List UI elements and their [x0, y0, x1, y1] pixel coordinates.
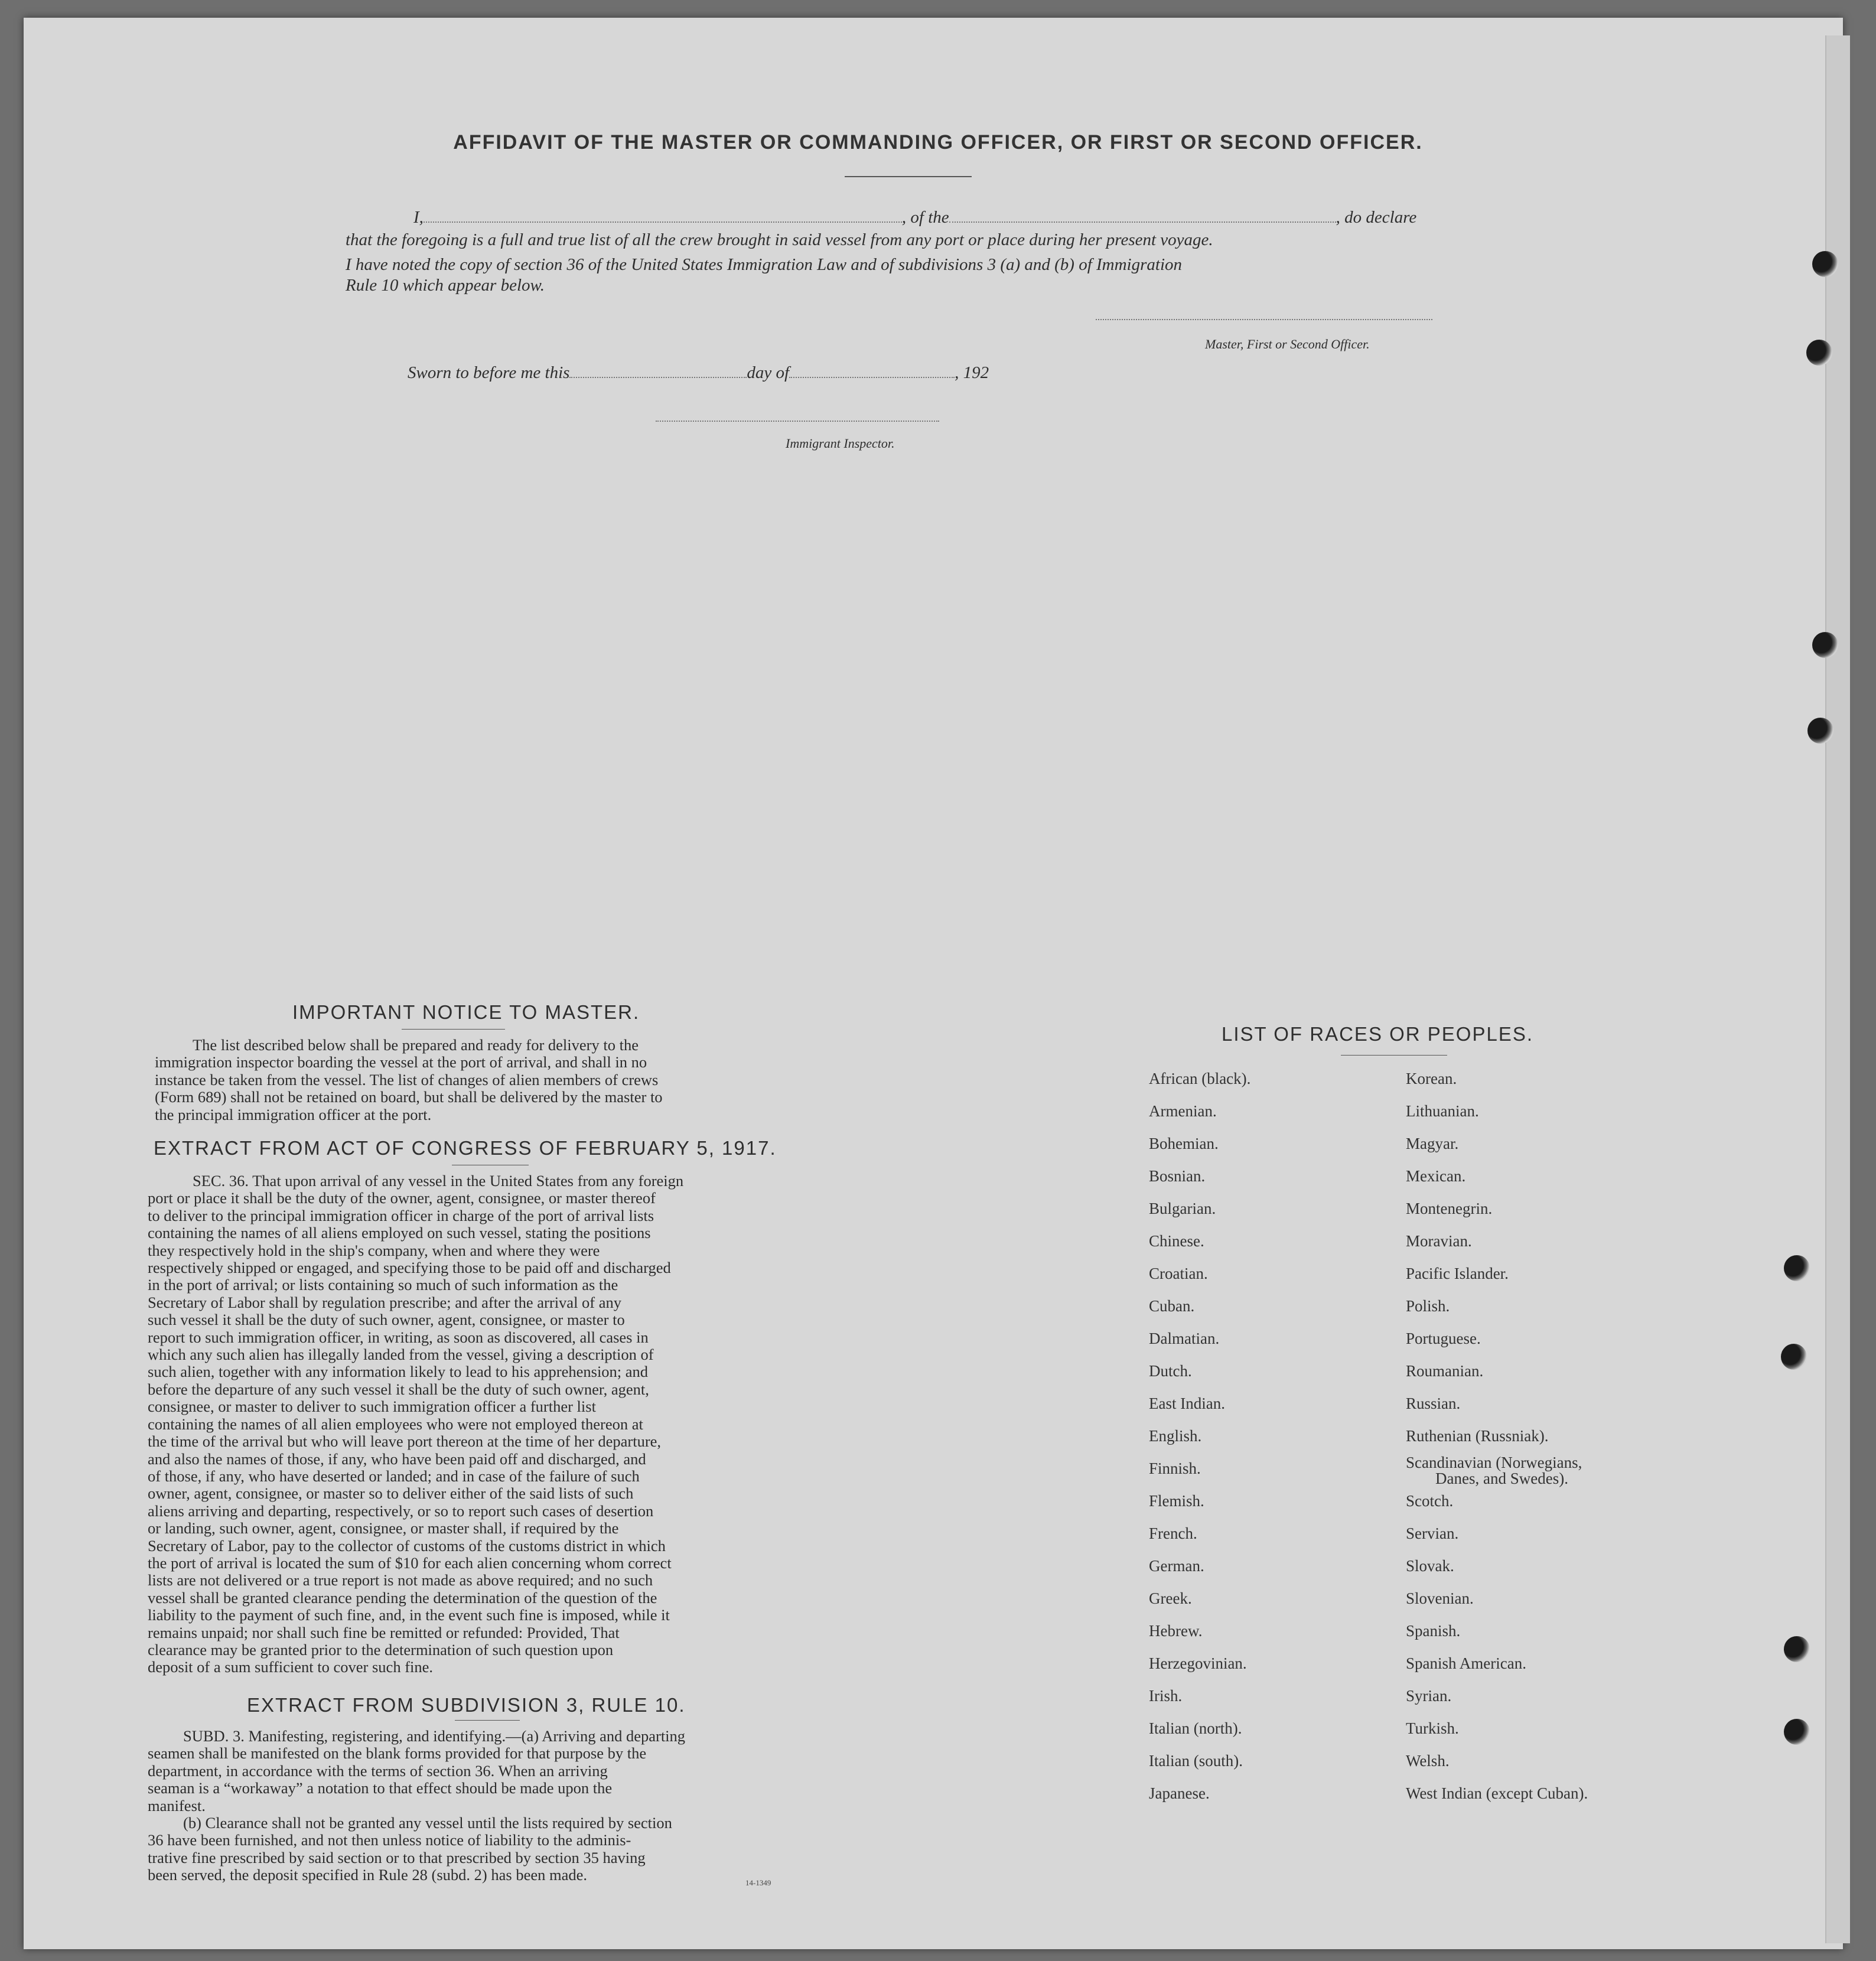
race-item: Pacific Islander. [1406, 1265, 1509, 1282]
inspector-signature-label: Immigrant Inspector. [786, 436, 895, 451]
race-item: German. [1149, 1557, 1204, 1575]
rule-line: been served, the deposit specified in Rule 28 (subd. 2) has been made. [148, 1866, 587, 1884]
race-item: Bulgarian. [1149, 1200, 1216, 1217]
title-rule [845, 176, 972, 177]
race-item: Japanese. [1149, 1784, 1210, 1802]
notice-line: the principal immigration officer at the port. [155, 1105, 432, 1123]
act-line: which any such alien has illegally landed from the vessel, giving a description of [148, 1346, 654, 1364]
races-title-rule [1341, 1055, 1447, 1056]
rule-line: (b) Clearance shall not be granted any vessel until the lists required by section [183, 1814, 672, 1832]
race-item: Bosnian. [1149, 1167, 1206, 1185]
sworn-mid: day of [747, 363, 790, 382]
race-item: Italian (north). [1149, 1719, 1242, 1737]
act-line: of those, if any, who have deserted or landed; and in case of the failure of such [148, 1467, 640, 1485]
race-item: Herzegovinian. [1149, 1654, 1247, 1672]
act-line: such vessel it shall be the duty of such owner, agent, consignee, or master to [148, 1311, 625, 1329]
sheet-edge [1825, 35, 1850, 1943]
binder-hole [1784, 1636, 1810, 1662]
race-item: Dalmatian. [1149, 1330, 1220, 1347]
race-item: Flemish. [1149, 1492, 1204, 1510]
race-item: Slovak. [1406, 1557, 1454, 1575]
master-signature-label: Master, First or Second Officer. [1205, 337, 1370, 351]
act-line: aliens arriving and departing, respectively, or so to report such cases of desertion [148, 1501, 654, 1520]
binder-hole [1784, 1719, 1810, 1745]
declaration-mid: , of the [901, 208, 949, 227]
rule-extract-body [148, 1728, 830, 1884]
race-item: Bohemian. [1149, 1135, 1219, 1152]
race-item: Moravian. [1406, 1232, 1472, 1250]
rule-line: department, in accordance with the terms of section 36. When an arriving [148, 1761, 608, 1780]
declaration-line-3: I have noted the copy of section 36 of the United States Immigration Law and of subdivisions 3 (a) and (b) of Immigration [346, 255, 1183, 274]
race-item: Finnish. [1149, 1460, 1201, 1477]
binder-hole [1812, 251, 1838, 277]
name-blank [424, 221, 902, 223]
act-line: containing the names of all aliens employed on such vessel, stating the positions [148, 1224, 651, 1242]
binder-hole [1784, 1255, 1810, 1281]
race-item: Spanish American. [1406, 1654, 1526, 1672]
notice-title: IMPORTANT NOTICE TO MASTER. [292, 1001, 640, 1023]
act-line: remains unpaid; nor shall such fine be remitted or refunded: Provided, That [148, 1623, 620, 1641]
notice-line: instance be taken from the vessel. The list of changes of alien members of crews [155, 1070, 659, 1089]
act-extract-title: EXTRACT FROM ACT OF CONGRESS OF FEBRUARY 5, 1917. [154, 1137, 777, 1159]
rule-extract-title: EXTRACT FROM SUBDIVISION 3, RULE 10. [247, 1694, 686, 1716]
act-line: before the departure of any such vessel it shall be the duty of such owner, agent, [148, 1380, 649, 1398]
act-line: the time of the arrival but who will leave port thereon at the time of her departure, [148, 1432, 662, 1451]
act-line: SEC. 36. That upon arrival of any vessel in the United States from any foreign [193, 1172, 684, 1190]
binder-hole [1806, 340, 1832, 366]
race-item: Welsh. [1406, 1752, 1450, 1770]
race-item: Polish. [1406, 1297, 1450, 1315]
race-item: Servian. [1406, 1525, 1459, 1542]
act-line: in the port of arrival; or lists containing so much of such information as the [148, 1276, 618, 1294]
act-line: Secretary of Labor, pay to the collector of customs of the customs district in which [148, 1536, 666, 1555]
race-item: Syrian. [1406, 1687, 1452, 1705]
notice-line: The list described below shall be prepared and ready for delivery to the [193, 1036, 639, 1054]
declaration-line-2: that the foregoing is a full and true list of all the crew brought in said vessel from any port or place during her present voyage. [346, 230, 1213, 249]
binder-hole [1812, 632, 1838, 658]
race-item: Russian. [1406, 1395, 1461, 1412]
act-line: lists are not delivered or a true report is not made as above required; and no such [148, 1571, 653, 1589]
race-item: Scotch. [1406, 1492, 1454, 1510]
race-item: Croatian. [1149, 1265, 1208, 1282]
act-line: Secretary of Labor shall by regulation prescribe; and after the arrival of any [148, 1293, 622, 1311]
inspector-signature-line [656, 421, 939, 422]
rule-line: trative fine prescribed by said section or to that prescribed by section 35 having [148, 1848, 646, 1866]
master-signature-line [1096, 319, 1432, 320]
act-line: deposit of a sum sufficient to cover such fine. [148, 1658, 434, 1676]
race-item: Ruthenian (Russniak). [1406, 1427, 1549, 1445]
race-item: Turkish. [1406, 1719, 1459, 1737]
act-line: or landing, such owner, agent, consignee, or master shall, if required by the [148, 1519, 619, 1537]
declaration-line-4: Rule 10 which appear below. [346, 276, 545, 295]
act-line: liability to the payment of such fine, and, in the event such fine is imposed, while it [148, 1606, 670, 1624]
form-number: 14-1349 [745, 1878, 771, 1887]
race-item: Portuguese. [1406, 1330, 1481, 1347]
declaration-start: I, [413, 208, 424, 227]
act-line: clearance may be granted prior to the determination of such question upon [148, 1640, 614, 1659]
act-line: port or place it shall be the duty of the owner, agent, consignee, or master thereof [148, 1189, 656, 1207]
affidavit-title: AFFIDAVIT OF THE MASTER OR COMMANDING OFFICER, OR FIRST OR SECOND OFFICER. [453, 131, 1423, 154]
act-line: and also the names of those, if any, who have been paid off and discharged, and [148, 1449, 646, 1468]
race-item: West Indian (except Cuban). [1406, 1784, 1588, 1802]
race-item: Montenegrin. [1406, 1200, 1493, 1217]
notice-line: (Form 689) shall not be retained on board, but shall be delivered by the master to [155, 1088, 663, 1106]
vessel-blank [949, 221, 1336, 223]
race-item: Irish. [1149, 1687, 1183, 1705]
rule-line: seamen shall be manifested on the blank forms provided for that purpose by the [148, 1744, 647, 1763]
notice-title-rule [402, 1029, 505, 1030]
race-item: Dutch. [1149, 1362, 1192, 1380]
act-line: such alien, together with any information likely to lead to his apprehension; and [148, 1363, 649, 1381]
act-line: consignee, or master to deliver to such immigration officer a further list [148, 1398, 596, 1416]
race-item: Mexican. [1406, 1167, 1466, 1185]
notice-line: immigration inspector boarding the vessel at the port of arrival, and shall in no [155, 1053, 647, 1071]
race-item: Cuban. [1149, 1297, 1195, 1315]
race-item: Korean. [1406, 1070, 1457, 1087]
act-line: respectively shipped or engaged, and specifying those to be paid off and discharged [148, 1259, 671, 1277]
race-item: Italian (south). [1149, 1752, 1243, 1770]
race-item: Hebrew. [1149, 1622, 1203, 1640]
race-item: French. [1149, 1525, 1197, 1542]
race-item: Roumanian. [1406, 1362, 1484, 1380]
month-blank [789, 377, 955, 378]
race-item: African (black). [1149, 1070, 1251, 1087]
declaration-end: , do declare [1336, 208, 1417, 227]
act-line: report to such immigration officer, in writing, as soon as discovered, all cases in [148, 1328, 649, 1346]
races-title: LIST OF RACES OR PEOPLES. [1222, 1023, 1534, 1045]
race-item-continuation: Danes, and Swedes). [1435, 1470, 1568, 1487]
rule-line: manifest. [148, 1796, 206, 1815]
race-item: Scandinavian (Norwegians, [1406, 1454, 1582, 1471]
act-line: vessel shall be granted clearance pending the determination of the question of the [148, 1588, 657, 1607]
races-left-column [1149, 1071, 1385, 1815]
declaration-line-1 [413, 208, 1416, 227]
race-item: Slovenian. [1406, 1589, 1474, 1607]
rule-line: 36 have been furnished, and not then unless notice of liability to the adminis- [148, 1831, 631, 1849]
act-line: containing the names of all alien employees who were not employed thereon at [148, 1415, 643, 1433]
race-item: Spanish. [1406, 1622, 1461, 1640]
races-right-column [1406, 1071, 1654, 1815]
notice-body [155, 1037, 829, 1123]
rule-line: SUBD. 3. Manifesting, registering, and identifying.—(a) Arriving and departing [183, 1727, 686, 1745]
rule-title-rule [455, 1720, 520, 1721]
act-line: the port of arrival is located the sum of $10 for each alien concerning whom correct [148, 1553, 672, 1572]
act-extract-body [148, 1172, 830, 1676]
act-line: owner, agent, consignee, or master so to deliver either of the said lists of such [148, 1484, 634, 1503]
sworn-end: , 192 [955, 363, 989, 382]
rule-line: seaman is a “workaway” a notation to that effect should be made upon the [148, 1779, 613, 1797]
race-item: Lithuanian. [1406, 1102, 1479, 1120]
race-item: Greek. [1149, 1589, 1192, 1607]
binder-hole [1781, 1344, 1807, 1370]
race-item: East Indian. [1149, 1395, 1225, 1412]
sworn-start: Sworn to before me this [408, 363, 570, 382]
race-item: Armenian. [1149, 1102, 1217, 1120]
sworn-line [408, 363, 989, 383]
act-line: they respectively hold in the ship's company, when and where they were [148, 1241, 600, 1259]
race-item: Chinese. [1149, 1232, 1204, 1250]
day-blank [569, 377, 747, 378]
binder-hole [1807, 718, 1833, 744]
race-item: English. [1149, 1427, 1202, 1445]
act-line: to deliver to the principal immigration officer in charge of the port of arrival lists [148, 1206, 654, 1224]
race-item: Magyar. [1406, 1135, 1459, 1152]
